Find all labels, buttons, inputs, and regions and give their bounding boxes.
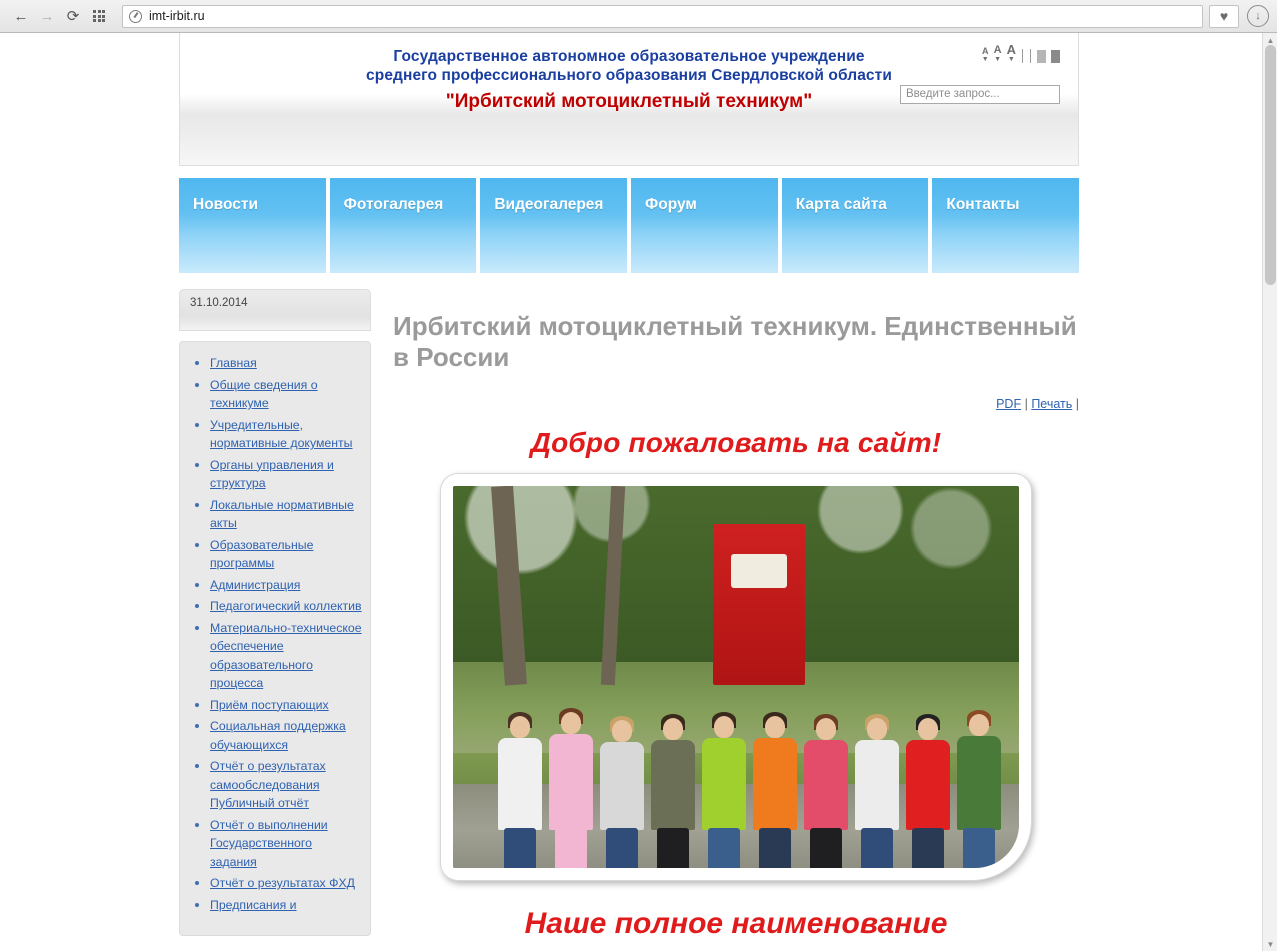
font-size-medium-icon[interactable] [994,45,1002,63]
font-size-small-label: A [981,46,989,56]
caret-icon: ▼ [994,56,1002,63]
forward-arrow-icon[interactable]: → [39,7,55,25]
font-size-small-icon[interactable] [982,47,989,63]
photo-person [906,740,950,830]
accessibility-tools[interactable] [982,43,1060,63]
separator: | [1075,397,1079,411]
caret-icon: ▼ [1007,56,1015,63]
photo-person [498,738,542,830]
scrollbar-thumb[interactable] [1265,45,1276,285]
page-title: Ирбитский мотоциклетный техникум. Единственный в России [393,311,1077,372]
photo-person-legs [555,828,587,868]
sidebar-item-prescriptions[interactable]: Предписания и [210,897,297,912]
sidebar-item-financial-report[interactable]: Отчёт о результатах ФХД [210,876,355,890]
list-item[interactable] [210,816,362,872]
photo-person-head [714,716,734,738]
photo-person-head [765,716,785,738]
list-item[interactable] [210,717,362,754]
print-link[interactable]: Печать [1031,397,1073,411]
sidebar-item-management-structure[interactable]: Органы управления и структура [210,457,334,490]
search-input[interactable]: Введите запрос... [900,85,1060,104]
photo-person-legs [963,828,995,868]
contrast-swatch-light-icon[interactable] [1037,50,1046,63]
photo-person-legs [759,828,791,868]
photo-person-head [561,712,581,734]
sidebar-item-educational-programs[interactable]: Образовательные программы [210,537,314,570]
main-navigation [179,178,1079,273]
sidebar-item-state-task-report[interactable]: Отчёт о выполнении Государственного задания [210,817,328,869]
list-item[interactable] [210,376,362,413]
photo-person-legs [861,828,893,868]
hero-photo-frame [440,473,1032,881]
photo-person-legs [657,828,689,868]
url-text: imt-irbit.ru [149,9,205,23]
photo-person-head [510,716,530,738]
font-size-large-label: A [1006,42,1016,57]
pdf-link[interactable]: PDF [996,397,1022,411]
website-root [179,33,1079,941]
divider [1022,49,1023,63]
photo-person [855,740,899,830]
font-size-large-icon[interactable] [1007,43,1016,63]
photo-person [651,740,695,830]
photo-person-legs [810,828,842,868]
browser-toolbar [0,0,1277,33]
divider [1030,49,1031,63]
current-date: 31.10.2014 [179,289,371,331]
scroll-up-icon[interactable]: ▲ [1266,35,1275,45]
photo-person-head [969,714,989,736]
scroll-down-icon[interactable]: ▼ [1266,939,1275,949]
nav-item-forum[interactable]: Форум [631,178,778,273]
photo-person-head [867,718,887,740]
list-item[interactable] [210,597,362,616]
site-header [179,33,1079,166]
sidebar-item-founding-documents[interactable]: Учредительные, нормативные документы [210,417,353,450]
nav-item-contacts[interactable]: Контакты [932,178,1079,273]
photo-person-head [663,718,683,740]
photo-person-legs [606,828,638,868]
nav-item-sitemap[interactable]: Карта сайта [782,178,929,273]
site-title-line3: "Ирбитский мотоциклетный техникум" [445,91,813,112]
sidebar-item-main[interactable]: Главная [210,356,257,370]
article-tools [393,397,1079,411]
list-item[interactable] [210,619,362,693]
list-item[interactable] [210,496,362,533]
sidebar-item-administration[interactable]: Администрация [210,577,301,592]
sidebar-item-general-info[interactable]: Общие сведения о техникуме [210,377,318,410]
content-area [179,289,1079,941]
nav-item-photogallery[interactable]: Фотогалерея [330,178,477,273]
heart-icon[interactable]: ♥ [1209,5,1239,28]
list-item[interactable] [210,576,362,595]
page-scrollbar[interactable] [1262,33,1277,951]
photo-person [957,736,1001,830]
sidebar-item-self-assessment-report[interactable]: Отчёт о результатах самообследования Публичный отчёт [210,759,326,810]
bottom-heading: Наше полное наименование [524,907,948,940]
apps-grid-icon[interactable] [86,3,112,29]
site-info-icon[interactable] [129,10,142,23]
sidebar-item-teaching-staff[interactable]: Педагогический коллектив [210,599,362,613]
welcome-heading: Добро пожаловать на сайт! [530,427,942,458]
photo-person-head [918,718,938,740]
sidebar-menu [179,341,371,936]
reload-icon[interactable]: ⟳ [66,8,80,25]
photo-person [804,740,848,830]
address-bar[interactable] [122,5,1203,28]
photo-person [702,738,746,830]
photo-person-head [612,720,632,742]
caret-icon: ▼ [981,56,989,63]
list-item[interactable] [210,896,362,915]
list-item[interactable] [210,757,362,813]
main-column [371,289,1079,941]
list-item[interactable] [210,536,362,573]
list-item[interactable] [210,354,362,373]
photo-person-head [816,718,836,740]
list-item[interactable] [210,416,362,453]
photo-person-legs [912,828,944,868]
sidebar-item-material-support[interactable]: Материально-техническое обеспечение образовательного процесса [210,620,362,690]
sidebar [179,289,371,941]
sidebar-item-admissions[interactable]: Приём поступающих [210,697,329,712]
back-arrow-icon[interactable]: ← [13,7,29,25]
photo-person-legs [504,828,536,868]
sidebar-item-local-acts[interactable]: Локальные нормативные акты [210,497,354,530]
photo-person-legs [708,828,740,868]
nav-item-videogallery[interactable]: Видеогалерея [480,178,627,273]
contrast-swatch-dark-icon[interactable] [1051,50,1060,63]
sidebar-item-social-support[interactable]: Социальная поддержка обучающихся [210,719,346,752]
hero-photo [453,486,1019,868]
nav-item-news[interactable]: Новости [179,178,326,273]
separator: | [1024,397,1028,411]
site-title-line2: среднего профессионального образования Свердловской области [366,67,892,84]
photo-person [600,742,644,830]
list-item[interactable] [210,696,362,715]
list-item[interactable] [210,874,362,893]
site-title-line1: Государственное автономное образовательное учреждение [393,48,865,65]
page-viewport [0,33,1277,951]
photo-person [753,738,797,830]
font-size-medium-label: A [993,44,1002,56]
photo-red-banner [713,524,805,684]
download-icon[interactable]: ↓ [1247,5,1269,27]
list-item[interactable] [210,456,362,493]
photo-person [549,734,593,830]
